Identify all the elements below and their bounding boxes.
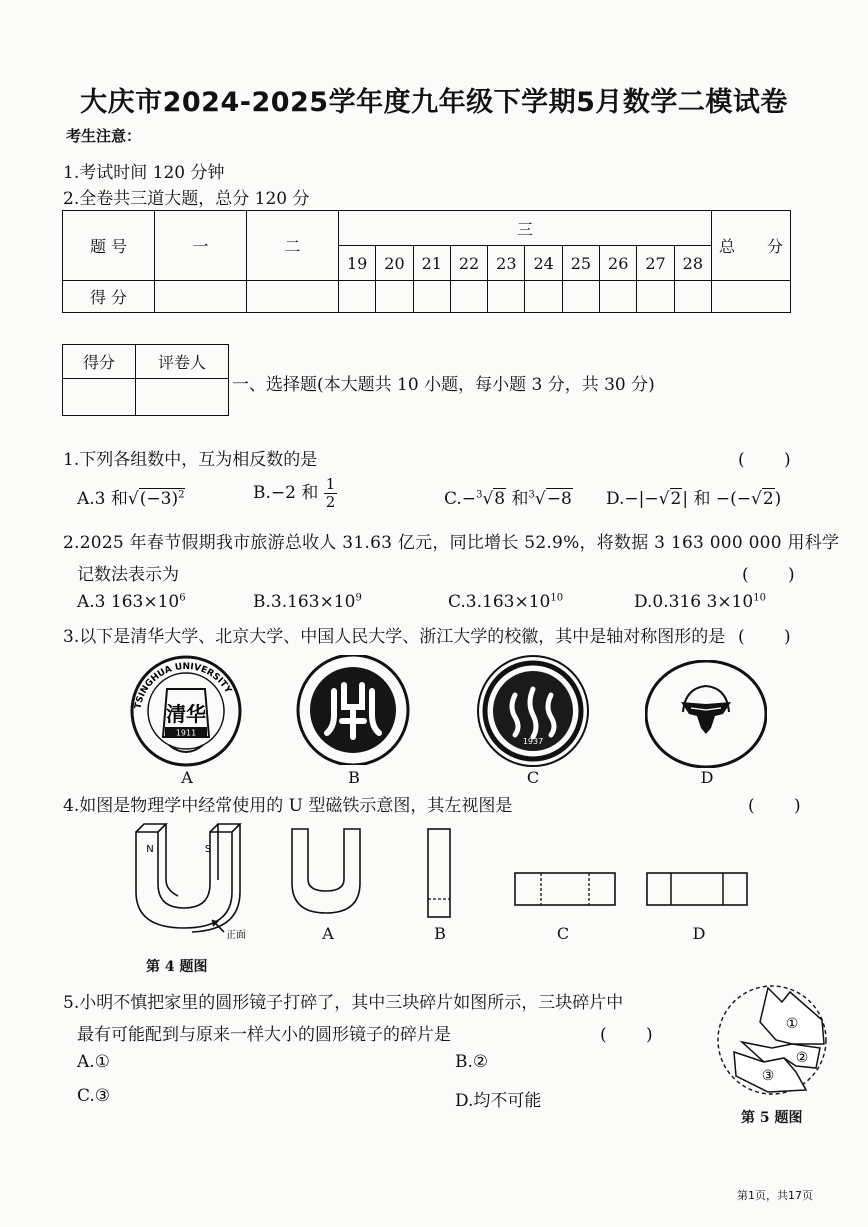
- grader-name-label: 评卷人: [136, 345, 229, 379]
- notice-item-total: 2.全卷共三道大题，总分 120 分: [63, 189, 310, 209]
- q1-c-radicand2: −8: [546, 489, 572, 509]
- zhejiang-emblem: [645, 660, 767, 768]
- score-cell[interactable]: [155, 280, 247, 312]
- peking-emblem: [292, 655, 414, 765]
- q2-option-a: [77, 592, 186, 612]
- score-table: [62, 210, 791, 313]
- q2-stem-line1: 2.2025 年春节假期我市旅游总收人 31.63 亿元，同比增长 52.9%，将数据 3 163 000 000 用科学: [63, 533, 840, 553]
- q1-d-text1: D.−|−: [606, 489, 659, 509]
- qno-cell: 23: [488, 246, 525, 280]
- qno-cell: 21: [413, 246, 450, 280]
- col-total: 总 分: [712, 211, 791, 281]
- grader-score-cell[interactable]: [63, 379, 136, 416]
- q1-b-numerator: 1: [325, 475, 336, 493]
- qno-cell: 27: [637, 246, 674, 280]
- row-label-score: 得 分: [63, 280, 155, 312]
- score-cell[interactable]: [488, 280, 525, 312]
- q1-c-radicand1: 8: [494, 489, 506, 509]
- exam-title: 大庆市2024-2025学年度九年级下学期5月数学二模试卷: [80, 87, 788, 118]
- score-cell[interactable]: [712, 280, 791, 312]
- score-cell[interactable]: [562, 280, 599, 312]
- score-cell[interactable]: [674, 280, 711, 312]
- tsinghua-emblem-year: 1911: [175, 728, 197, 738]
- q1-b-denominator: 2: [325, 493, 336, 511]
- q5-option-b: B.②: [455, 1052, 489, 1072]
- q5-answer-blank[interactable]: ( ): [600, 1025, 653, 1045]
- grader-table: [62, 344, 229, 416]
- q2-a-exponent: 6: [179, 592, 186, 604]
- tsinghua-emblem-text: TSINGHUA UNIVERSITY: [133, 661, 233, 710]
- score-cell[interactable]: [376, 280, 413, 312]
- q2-answer-blank[interactable]: ( ): [742, 565, 795, 585]
- q2-option-c: [448, 592, 563, 612]
- q2-option-d: [634, 592, 766, 612]
- q5-option-d: D.均不可能: [455, 1091, 542, 1111]
- grader-name-cell[interactable]: [136, 379, 229, 416]
- q2-b-text: B.3.163×10: [253, 592, 356, 612]
- row-label-question-no: 题 号: [63, 211, 155, 281]
- qno-cell: 22: [450, 246, 487, 280]
- q3-answer-blank[interactable]: ( ): [738, 627, 791, 647]
- q3-label-c: C: [526, 768, 540, 787]
- q2-stem-line2: 记数法表示为: [77, 565, 179, 585]
- qno-cell: 24: [525, 246, 562, 280]
- q4-option-b-figure: [424, 827, 454, 919]
- q1-a-prefix: A.3 和: [77, 489, 128, 509]
- score-cell[interactable]: [525, 280, 562, 312]
- q4-answer-blank[interactable]: ( ): [748, 796, 801, 816]
- q4-label-d: D: [692, 924, 706, 943]
- q1-d-text2: | 和 −(−: [682, 489, 751, 509]
- q2-a-text: A.3 163×10: [77, 592, 180, 612]
- renmin-emblem-year: 1937: [522, 737, 544, 746]
- section-one-heading: 一、选择题(本大题共 10 小题，每小题 3 分，共 30 分): [232, 375, 655, 395]
- renmin-emblem: [473, 655, 593, 767]
- score-cell[interactable]: [413, 280, 450, 312]
- magnet-pole-s: S: [204, 844, 212, 855]
- broken-mirror-figure: [712, 982, 830, 1100]
- svg-text:清华: 清华: [166, 702, 206, 726]
- q1-d-radicand1: 2: [670, 489, 682, 509]
- q4-option-a-figure: [288, 827, 368, 915]
- q1-a-exponent: 2: [178, 489, 185, 501]
- q4-label-a: A: [322, 924, 334, 943]
- q2-option-b: [253, 592, 362, 612]
- q4-label-b: B: [434, 924, 446, 943]
- q1-stem: 1.下列各组数中，互为相反数的是: [63, 450, 318, 470]
- page-footer: 第1页，共17页: [737, 1189, 813, 1202]
- q1-c-and: 和: [506, 489, 529, 509]
- qno-cell: 26: [600, 246, 637, 280]
- q2-c-exponent: 10: [550, 592, 564, 604]
- q1-a-radicand: (−3): [139, 489, 179, 509]
- q5-figure-caption: 第 5 题图: [741, 1110, 803, 1126]
- q1-answer-blank[interactable]: ( ): [738, 450, 791, 470]
- q1-c-prefix: C.−: [444, 489, 477, 509]
- notice-item-time: 1.考试时间 120 分钟: [63, 163, 225, 183]
- q2-c-text: C.3.163×10: [448, 592, 551, 612]
- grader-score-label: 得分: [63, 345, 136, 379]
- q5-option-c: C.③: [77, 1086, 111, 1106]
- q1-c-index: 3: [476, 489, 483, 501]
- q2-b-exponent: 9: [355, 592, 362, 604]
- score-cell[interactable]: [637, 280, 674, 312]
- q1-d-radicand2: 2: [762, 489, 774, 509]
- score-cell[interactable]: [339, 280, 376, 312]
- qno-cell: 28: [674, 246, 711, 280]
- mirror-piece-2-label: ②: [795, 1050, 809, 1066]
- q3-label-b: B: [348, 768, 360, 787]
- col-part-one: 一: [155, 211, 247, 281]
- notice-heading: 考生注意：: [66, 127, 142, 145]
- q5-stem-line2: 最有可能配到与原来一样大小的圆形镜子的碎片是: [77, 1025, 451, 1045]
- score-cell[interactable]: [450, 280, 487, 312]
- q2-d-exponent: 10: [753, 592, 766, 604]
- q5-stem-line1: 5.小明不慎把家里的圆形镜子打碎了，其中三块碎片如图所示，三块碎片中: [63, 993, 624, 1013]
- qno-cell: 19: [339, 246, 376, 280]
- q3-stem: 3.以下是清华大学、北京大学、中国人民大学、浙江大学的校徽，其中是轴对称图形的是: [63, 627, 726, 647]
- magnet-front-label: 正面: [226, 930, 246, 941]
- q1-b-prefix: B.−2 和: [253, 483, 319, 503]
- col-part-three: 三: [339, 211, 712, 246]
- score-cell[interactable]: [600, 280, 637, 312]
- qno-cell: 25: [562, 246, 599, 280]
- u-magnet-figure: [128, 818, 258, 943]
- q1-option-c: C.−$^3$√8 和$^3$√−8: [444, 489, 572, 509]
- q3-label-d: D: [700, 768, 714, 787]
- q1-c-index2: 3: [528, 489, 535, 501]
- q1-option-b: [253, 476, 337, 511]
- mirror-piece-1-label: ①: [785, 1016, 799, 1032]
- q1-option-a: A.3 和$√(-3)^2$: [77, 489, 185, 509]
- q4-label-c: C: [556, 924, 570, 943]
- tsinghua-emblem: [125, 655, 247, 767]
- score-cell[interactable]: [247, 280, 339, 312]
- q4-figure-caption: 第 4 题图: [146, 959, 208, 975]
- q5-option-a: A.①: [77, 1052, 110, 1072]
- col-part-two: 二: [247, 211, 339, 281]
- q4-option-c-figure: [513, 871, 617, 907]
- q3-label-a: A: [181, 768, 193, 787]
- q2-d-text: D.0.316 3×10: [634, 592, 754, 612]
- q1-d-text3: ): [774, 489, 782, 509]
- q4-stem: 4.如图是物理学中经常使用的 U 型磁铁示意图，其左视图是: [63, 796, 513, 816]
- magnet-pole-n: N: [146, 844, 154, 855]
- q4-option-d-figure: [645, 871, 749, 907]
- mirror-piece-3-label: ③: [761, 1068, 775, 1084]
- qno-cell: 20: [376, 246, 413, 280]
- q1-option-d: D.−|−√2| 和 −(−√2): [606, 489, 782, 509]
